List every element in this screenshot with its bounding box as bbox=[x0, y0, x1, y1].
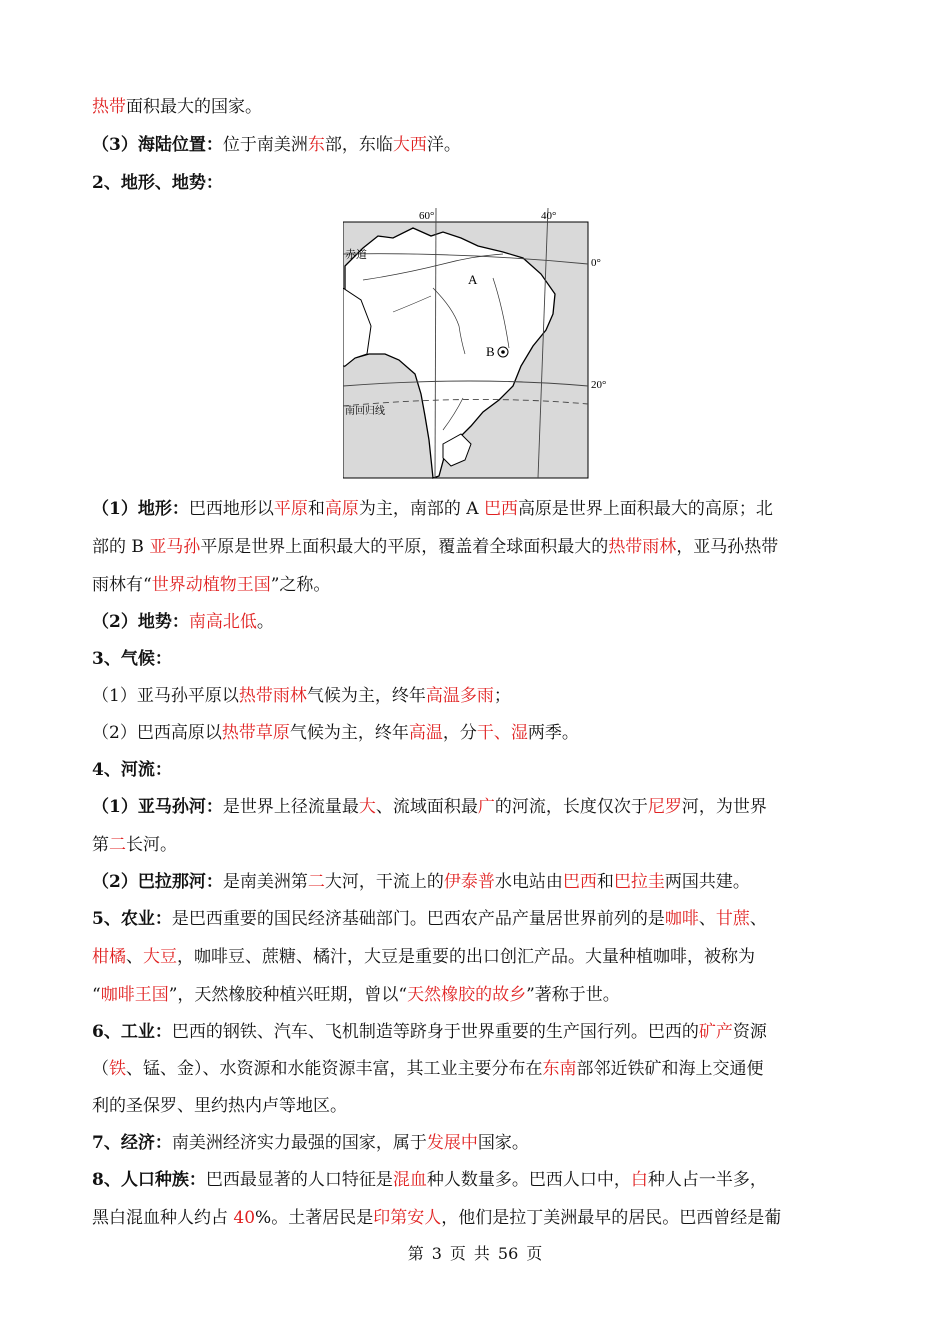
brazil-map bbox=[343, 208, 613, 480]
section-heading: 4、河流： bbox=[92, 760, 172, 780]
text-line: （2）地势：南高北低。 bbox=[92, 612, 274, 632]
total-pages: 56 bbox=[497, 1244, 519, 1263]
text-line: 6、工业：巴西的钢铁、汽车、飞机制造等跻身于世界重要的生产国行列。巴西的矿产资源 bbox=[92, 1022, 767, 1042]
brazil-map-svg bbox=[343, 208, 613, 480]
tropic-label: 南回归线 bbox=[345, 406, 385, 417]
text-line: （2）巴拉那河：是南美洲第二大河，干流上的伊泰普水电站由巴西和巴拉圭两国共建。 bbox=[92, 872, 750, 892]
point-a-label: A bbox=[468, 272, 478, 287]
text-line: （1）亚马孙河：是世界上径流量最大、流域面积最广的河流，长度仅次于尼罗河，为世界 bbox=[92, 797, 767, 817]
point-b-label: B bbox=[486, 344, 495, 359]
lon-label: 40° bbox=[541, 210, 557, 222]
lat-label: 0° bbox=[591, 257, 601, 269]
text-line: 黑白混血种人约占 40%。土著居民是印第安人，他们是拉丁美洲最早的居民。巴西曾经是葡 bbox=[92, 1208, 782, 1228]
lon-label: 60° bbox=[419, 210, 435, 222]
text-line: 雨林有“世界动植物王国”之称。 bbox=[92, 575, 331, 595]
lat-label: 20° bbox=[591, 379, 607, 391]
text-line: 5、农业：是巴西重要的国民经济基础部门。巴西农产品产量居世界前列的是咖啡、甘蔗、 bbox=[92, 909, 767, 929]
text-line: 利的圣保罗、里约热内卢等地区。 bbox=[92, 1096, 347, 1116]
text-line: 8、人口种族：巴西最显著的人口特征是混血种人数量多。巴西人口中，白种人占一半多， bbox=[92, 1170, 767, 1190]
text-line: （1）地形：巴西地形以平原和高原为主，南部的 A 巴西高原是世界上面积最大的高原；北 bbox=[92, 499, 773, 519]
current-page: 3 bbox=[431, 1244, 442, 1263]
point-b-dot bbox=[501, 350, 505, 354]
text-line: 热带面积最大的国家。 bbox=[92, 97, 262, 117]
text-line: （铁、锰、金）、水资源和水能资源丰富，其工业主要分布在东南部邻近铁矿和海上交通便 bbox=[92, 1059, 764, 1079]
page-footer: 第 3 页 共 56 页 bbox=[407, 1244, 543, 1263]
text-line: （2）巴西高原以热带草原气候为主，终年高温，分干、湿两季。 bbox=[92, 723, 579, 743]
text-line: 7、经济：南美洲经济实力最强的国家，属于发展中国家。 bbox=[92, 1133, 529, 1153]
text-line: 柑橘、大豆，咖啡豆、蔗糖、橘汁，大豆是重要的出口创汇产品。大量种植咖啡，被称为 bbox=[92, 947, 755, 967]
text-line: 部的 B 亚马孙平原是世界上面积最大的平原，覆盖着全球面积最大的热带雨林，亚马孙热带 bbox=[92, 537, 779, 557]
equator-label: 赤道 bbox=[345, 248, 367, 261]
section-heading: 2、地形、地势： bbox=[92, 173, 223, 193]
text-line: 第二长河。 bbox=[92, 835, 177, 855]
text-line: “咖啡王国”，天然橡胶种植兴旺期，曾以“天然橡胶的故乡”著称于世。 bbox=[92, 985, 620, 1005]
text-line: （1）亚马孙平原以热带雨林气候为主，终年高温多雨； bbox=[92, 686, 511, 706]
section-heading: 3、气候： bbox=[92, 649, 172, 669]
text-line: （3）海陆位置：位于南美洲东部，东临大西洋。 bbox=[92, 135, 461, 155]
